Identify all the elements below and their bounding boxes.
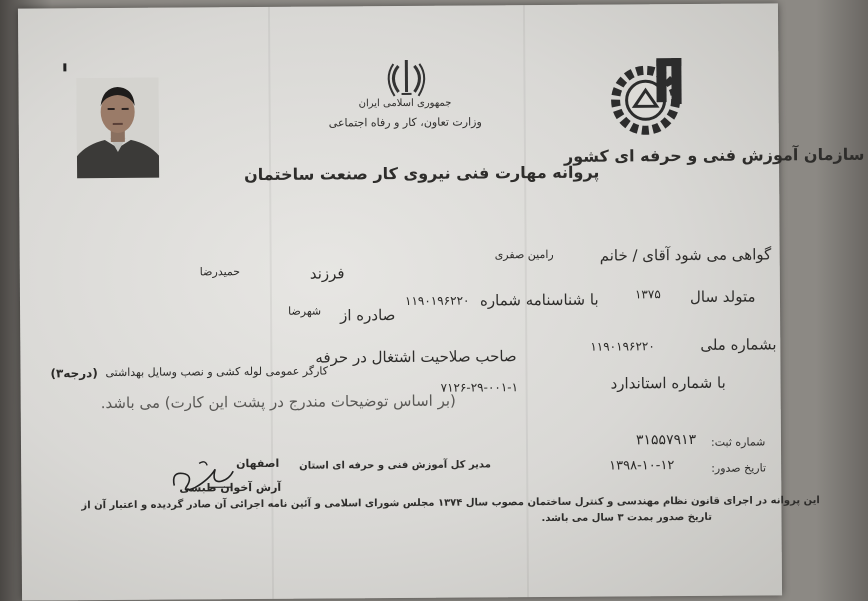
issued-place: شهرضا <box>288 304 322 318</box>
paper-fold <box>268 7 274 599</box>
certificate-paper <box>18 3 865 600</box>
footer-line-1: این پروانه در اجرای قانون نظام مهندسی و کنترل ساختمان مصوب سال ۱۳۷۴ مجلس شورای اسلامی و آئین نامه اجرائی آن صادر گردیده و اعتبار آن از <box>81 495 820 512</box>
tvto-logo-icon <box>598 54 694 145</box>
qualification-prefix: صاحب صلاحیت اشتغال در حرفه <box>315 347 517 367</box>
ministry-text: وزارت تعاون، کار و رفاه اجتماعی <box>328 115 482 130</box>
registration-number: ۳۱۵۵۷۹۱۳ <box>635 431 697 449</box>
qualification-grade: (درجه۳) <box>50 366 98 381</box>
standard-label: با شماره استاندارد <box>610 373 726 393</box>
certify-label: گواهی می شود آقای / خانم <box>599 245 772 265</box>
qualification-trade: کارگر عمومی لوله کشی و نصب وسایل بهداشتی <box>105 364 329 380</box>
national-label: بشماره ملی <box>700 335 777 354</box>
holder-photo <box>76 78 159 179</box>
issue-date-label: تاریخ صدور: <box>711 461 767 475</box>
qualification-note: (بر اساس توضیحات مندرج در پشت این کارت) می باشد. <box>100 391 456 413</box>
id-number: ۱۱۹۰۱۹۶۲۲۰ <box>404 293 470 308</box>
ink-mark <box>63 63 66 71</box>
father-label: فرزند <box>309 264 345 283</box>
republic-text: جمهوری اسلامی ایران <box>358 97 452 110</box>
footer-line-2: تاریخ صدور بمدت ۳ سال می باشد. <box>541 511 712 525</box>
father-name: حمیدرضا <box>199 265 241 279</box>
standard-number: ۷۱۲۶-۲۹-۰۰۱-۱ <box>440 380 519 395</box>
birth-label: متولد سال <box>689 287 756 306</box>
registration-number-label: شماره ثبت: <box>710 435 766 449</box>
org-name: سازمان آموزش فنی و حرفه ای کشور <box>563 144 865 166</box>
issued-label: صادره از <box>340 306 396 325</box>
iran-emblem-icon <box>384 56 428 102</box>
director-signature <box>169 457 239 497</box>
national-number: ۱۱۹۰۱۹۶۲۲۰ <box>590 339 655 354</box>
certificate-title: پروانه مهارت فنی نیروی کار صنعت ساختمان <box>244 162 600 185</box>
birth-year: ۱۳۷۵ <box>634 287 661 302</box>
holder-name: رامین صفری <box>494 247 554 262</box>
director-province: اصفهان <box>236 456 280 471</box>
director-title: مدیر کل آموزش فنی و حرفه ای استان <box>299 459 491 472</box>
issue-date: ۱۳۹۸-۱۰-۱۲ <box>609 458 675 474</box>
id-label: با شناسنامه شماره <box>479 290 599 310</box>
director-name: آرش آخوان طبسی <box>179 480 282 495</box>
